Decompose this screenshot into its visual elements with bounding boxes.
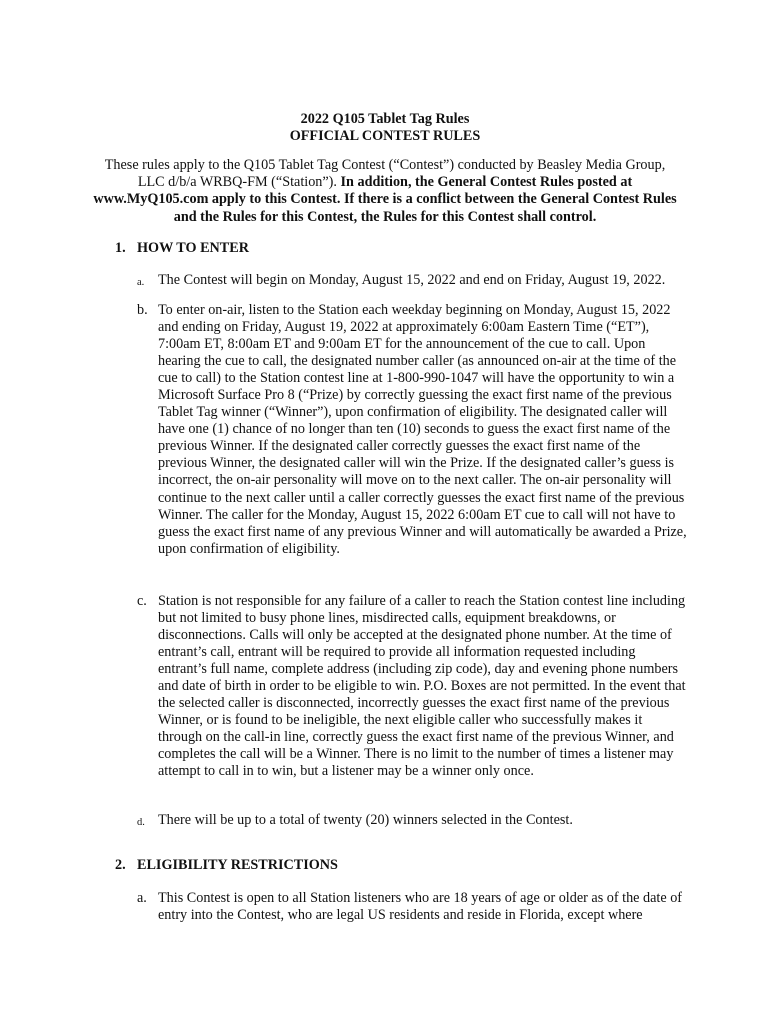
list-item-text: This Contest is open to all Station listeners who are 18 years of age or older as of the date of entry into the Contest, who are legal US residents and reside in Florida, except where (158, 890, 683, 924)
list-marker: b. (137, 302, 148, 318)
list-item (137, 890, 687, 924)
list-marker: d. (137, 817, 145, 828)
list-item-text: To enter on-air, listen to the Station each weekday beginning on Monday, August 15, 2022 and ending on Friday, August 19, 2022 at approximately 6:00am Eastern Time (“ET”), 7:00am ET, 8:00am ET and 9:00am ET for the announcement of the cue to call. Upon hearing the cue to call, the designated number caller (as announced on-air at the time of the cue to call) to the Station contest line at 1-800-990-1047 will have the opportunity to win a Microsoft Surface Pro 8 (“Prize) by correctly guessing the exact first name of the previous Tablet Tag winner (“Winner”), upon confirmation of eligibility. The designated caller will have one (1) chance of no longer than ten (10) seconds to guess the exact first name of the previous Winner. If the designated caller correctly guesses the exact first name of the previous Winner, the designated caller will win the Prize. If the designated caller’s guess is incorrect, the on-air personality will move on to the next caller. The on-air personality will continue to the next caller until a caller correctly guesses the exact first name of the previous Winner. The caller for the Monday, August 15, 2022 6:00am ET cue to call will not have to guess the exact first name of any previous Winner and will automatically be awarded a Prize, upon confirmation of eligibility. (158, 302, 687, 557)
section-heading (115, 857, 338, 874)
list-item-text: There will be up to a total of twenty (20) winners selected in the Contest. (158, 812, 573, 828)
list-item (137, 812, 687, 829)
section-number: 2. (115, 857, 126, 873)
section-number: 1. (115, 240, 126, 256)
list-item-text: Station is not responsible for any failure of a caller to reach the Station contest line including but not limited to busy phone lines, misdirected calls, equipment breakdowns, or disconnections. Calls will only be accepted at the designated phone number. At the time of entrant’s call, entrant will be required to provide all information requested including entrant’s full name, complete address (including zip code), day and evening phone numbers and date of birth in order to be eligible to win. P.O. Boxes are not permitted. In the event that the selected caller is disconnected, incorrectly guesses the exact first name of the previous Winner, or is found to be ineligible, the next eligible caller who successfully makes it through on the call-in line, correctly guess the exact first name of the previous Winner, and completes the call will be a Winner. There is no limit to the number of times a listener may attempt to call in to win, but a listener may be a winner only once. (158, 593, 686, 780)
document-subtitle: OFFICIAL CONTEST RULES (289, 128, 481, 144)
intro-bold-text: In addition, the General Contest Rules posted at www.MyQ105.com apply to this Contest. If there is a conflict between the General Contest Rules and the Rules for this Contest, the Rules for this Contest shall control. (93, 174, 677, 225)
list-marker: a. (137, 277, 145, 288)
section-heading (115, 240, 249, 257)
intro-plain-text: These rules apply to the Q105 Tablet Tag Contest (“Contest”) conducted by Beasley Media Group, LLC d/b/a WRBQ-FM (“Station”). (104, 157, 666, 191)
section-title: HOW TO ENTER (137, 240, 249, 256)
list-marker: a. (137, 890, 147, 906)
intro-paragraph (92, 157, 678, 226)
list-item (137, 593, 687, 781)
list-marker: c. (137, 593, 147, 609)
document-title: 2022 Q105 Tablet Tag Rules (300, 111, 470, 127)
section-title: ELIGIBILITY RESTRICTIONS (137, 857, 338, 873)
list-item (137, 272, 687, 289)
list-item (137, 302, 687, 558)
list-item-text: The Contest will begin on Monday, August 15, 2022 and end on Friday, August 19, 2022. (158, 272, 666, 288)
